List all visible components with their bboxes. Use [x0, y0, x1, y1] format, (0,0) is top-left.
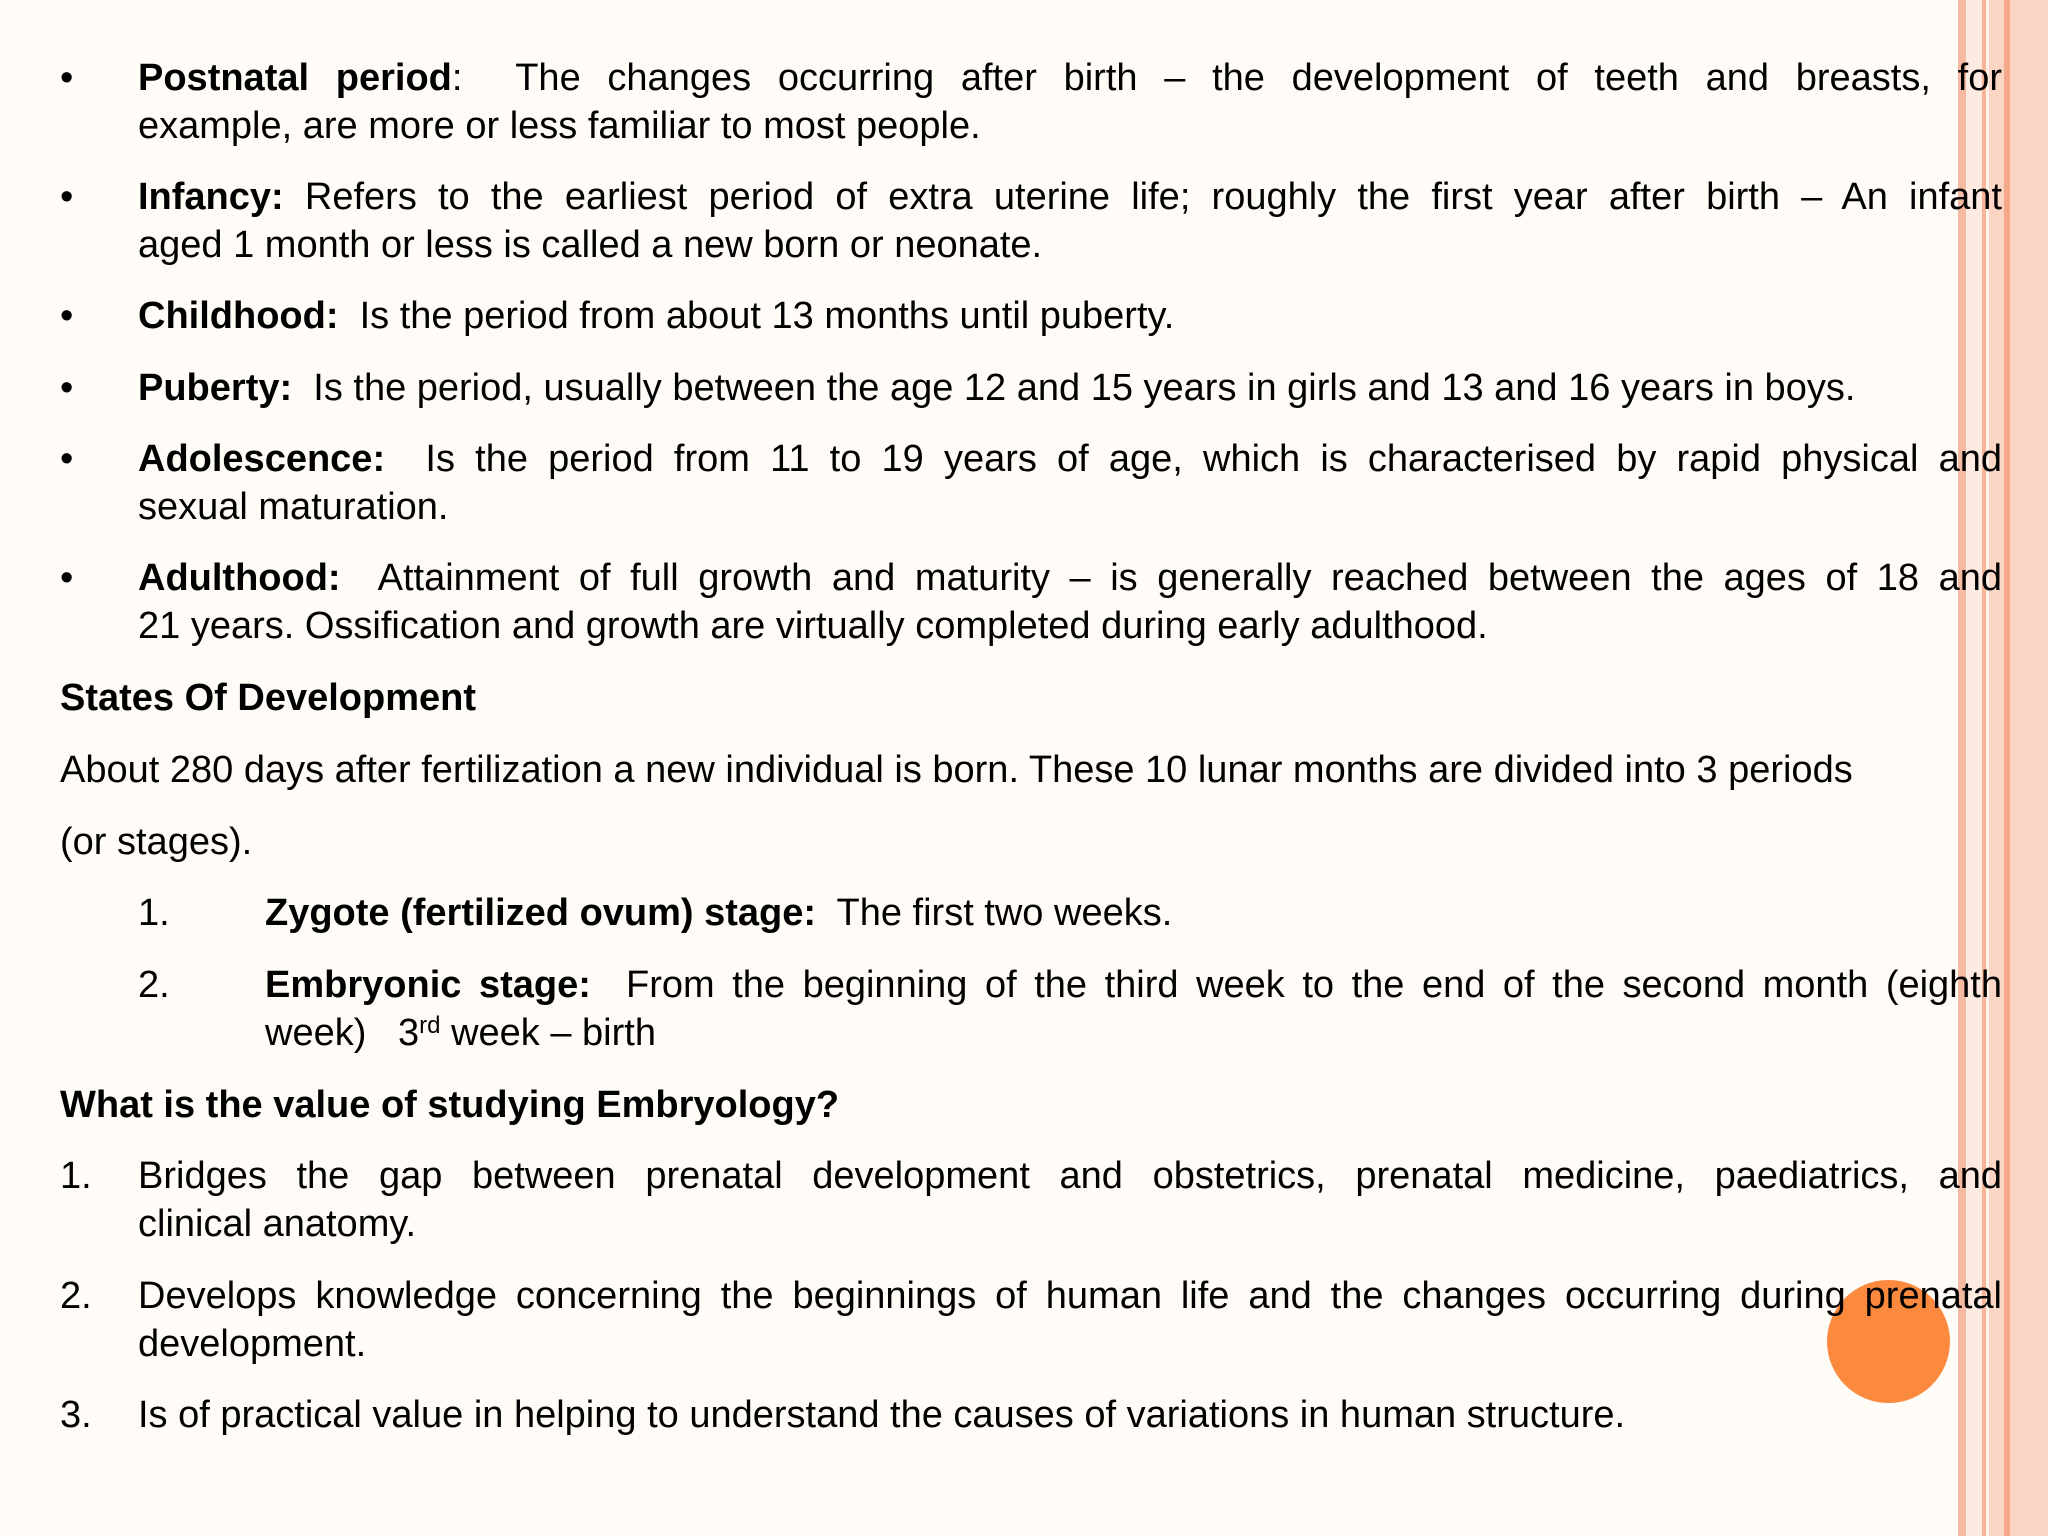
- bullet-text: Is the period from 11 to 19 years of age, which is characterised by rapid physical and: [425, 438, 2002, 480]
- bullet-text-continued: 21 years. Ossification and growth are virtually completed during early adulthood.: [138, 605, 1488, 647]
- decorative-stripe-inner: [2004, 0, 2010, 1536]
- bullet-term: Adulthood:: [138, 557, 341, 599]
- bullet-term: Puberty:: [138, 367, 293, 409]
- stage-text: The first two weeks.: [836, 892, 1173, 934]
- stage-term: Embryonic stage:: [265, 964, 591, 1006]
- stage-text-post: week – birth: [440, 1012, 656, 1054]
- bullet-term: Postnatal period: [138, 57, 452, 99]
- ordinal-suffix: rd: [419, 1012, 441, 1039]
- bullet-text-continued: sexual maturation.: [138, 486, 449, 528]
- bullet-text-continued: example, are more or less familiar to most people.: [138, 105, 981, 147]
- bullet-term: Infancy:: [138, 176, 284, 218]
- bullet-marker: •: [60, 176, 74, 218]
- bullet-line: [138, 435, 2002, 483]
- bullet-text-continued: aged 1 month or less is called a new born or neonate.: [138, 224, 1043, 266]
- value-text-continued: clinical anatomy.: [138, 1203, 417, 1245]
- bullet-line: [138, 364, 1855, 412]
- bullet-text: Attainment of full growth and maturity – is generally reached between the ages of 18 and: [377, 557, 2002, 599]
- bullet-line: [138, 173, 2002, 221]
- bullet-text: Refers to the earliest period of extra uterine life; roughly the first year after birth – An infant: [304, 176, 2002, 218]
- bullet-marker: •: [60, 367, 74, 409]
- bullet-marker: •: [60, 438, 74, 480]
- bullet-marker: •: [60, 557, 74, 599]
- stage-number: 2.: [138, 964, 170, 1006]
- value-heading: What is the value of studying Embryology?: [60, 1084, 840, 1126]
- value-line: Is of practical value in helping to understand the causes of variations in human structure.: [138, 1394, 1626, 1436]
- bullet-term: Childhood:: [138, 295, 339, 337]
- states-intro-line: (or stages).: [60, 821, 253, 863]
- stage-line: [265, 889, 1172, 937]
- bullet-text: Is the period from about 13 months until puberty.: [359, 295, 1175, 337]
- stage-term: Zygote (fertilized ovum) stage:: [265, 892, 817, 934]
- bullet-term-separator: :: [451, 57, 463, 99]
- states-heading: States Of Development: [60, 677, 476, 719]
- states-intro-line: About 280 days after fertilization a new individual is born. These 10 lunar months are divided into 3 periods: [60, 749, 1853, 791]
- stage-number: 1.: [138, 892, 170, 934]
- bullet-text: The changes occurring after birth – the development of teeth and breasts, for: [515, 57, 2002, 99]
- stage-line: [265, 961, 2002, 1009]
- value-number: 2.: [60, 1275, 92, 1317]
- bullet-text: Is the period, usually between the age 12 and 15 years in girls and 13 and 16 years in boys.: [313, 367, 1856, 409]
- value-line: Bridges the gap between prenatal development and obstetrics, prenatal medicine, paediatrics, and: [138, 1155, 2002, 1197]
- stage-text-pre: week) 3: [265, 1012, 420, 1054]
- value-number: 1.: [60, 1155, 92, 1197]
- bullet-line: [138, 54, 2002, 102]
- bullet-marker: •: [60, 295, 74, 337]
- value-line: Develops knowledge concerning the beginnings of human life and the changes occurring during prenatal: [138, 1275, 2002, 1317]
- value-number: 3.: [60, 1394, 92, 1436]
- bullet-line: [138, 554, 2002, 602]
- stage-text-continued: [265, 1009, 656, 1057]
- stage-text: From the beginning of the third week to the end of the second month (eighth: [626, 964, 2003, 1006]
- bullet-term: Adolescence:: [138, 438, 386, 480]
- value-text-continued: development.: [138, 1323, 367, 1365]
- bullet-marker: •: [60, 57, 74, 99]
- bullet-line: [138, 292, 1174, 340]
